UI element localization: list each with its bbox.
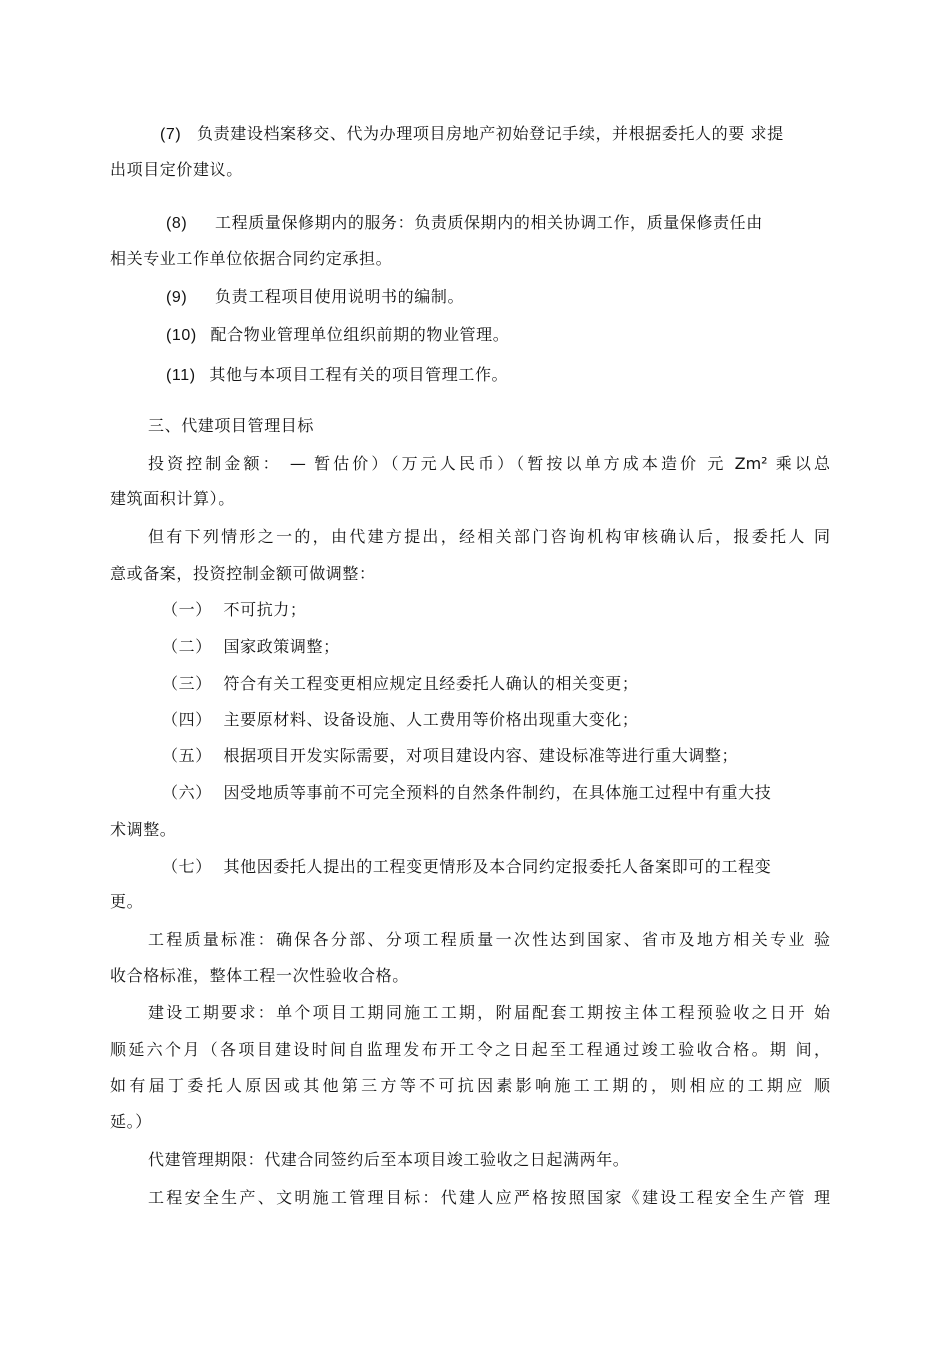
list-item-3 [162, 674, 639, 694]
list-item-6-line-1 [162, 783, 771, 803]
paragraph-text: 工程质量保修期内的服务：负责质保期内的相关协调工作，质量保修责任由 [215, 213, 763, 232]
paragraph-text: 根据项目开发实际需要，对项目建设内容、建设标准等进行重大调整； [223, 746, 739, 765]
paragraph-line: 意或备案，投资控制金额可做调整： [110, 564, 376, 583]
list-item-4 [162, 710, 639, 730]
paragraph-text: 因受地质等事前不可完全预料的自然条件制约，在具体施工过程中有重大技 [223, 783, 772, 802]
paragraph-line: 收合格标准，整体工程一次性验收合格。 [110, 966, 409, 985]
paragraph-text: 配合物业管理单位组织前期的物业管理。 [210, 325, 510, 344]
paragraph-line: 代建管理期限：代建合同签约后至本项目竣工验收之日起满两年。 [148, 1150, 630, 1169]
list-marker: （五） [162, 746, 212, 765]
section-heading: 三、代建项目管理目标 [148, 416, 315, 435]
list-marker: （七） [162, 857, 212, 876]
paragraph-line: 投资控制金额： — 暂估价）（万元人民币）（暂按以单方成本造价 元 Zm² 乘以总 [148, 454, 830, 473]
list-marker: (7) [160, 126, 182, 143]
paragraph-line: 更。 [110, 892, 144, 911]
paragraph-line: 如有届丁委托人原因或其他第三方等不可抗因素影响施工工期的，则相应的工期应 顺 [110, 1076, 830, 1095]
list-marker: (9) [166, 289, 188, 306]
paragraph-line: 建设工期要求：单个项目工期同施工工期，附届配套工期按主体工程预验收之日开 始 [148, 1003, 830, 1022]
paragraph-text: 不可抗力； [223, 600, 307, 619]
list-marker: (8) [166, 215, 188, 232]
list-item-7-line-1 [160, 124, 784, 145]
list-item-11 [166, 365, 508, 386]
paragraph-line: 出项目定价建议。 [110, 160, 243, 179]
list-item-10 [166, 325, 509, 346]
list-marker: （一） [162, 600, 212, 619]
list-item-7b-line-1 [162, 857, 771, 877]
list-marker: （二） [162, 637, 212, 656]
paragraph-text: 其他与本项目工程有关的项目管理工作。 [209, 365, 509, 384]
paragraph-line: 工程质量标准：确保各分部、分项工程质量一次性达到国家、省市及地方相关专业 验 [148, 930, 830, 949]
paragraph-text: 其他因委托人提出的工程变更情形及本合同约定报委托人备案即可的工程变 [223, 857, 772, 876]
paragraph-text: 符合有关工程变更相应规定且经委托人确认的相关变更； [223, 674, 639, 693]
paragraph-text: 主要原材料、设备设施、人工费用等价格出现重大变化； [223, 710, 639, 729]
list-marker: (10) [166, 327, 197, 344]
list-marker: （三） [162, 674, 212, 693]
list-marker: （四） [162, 710, 212, 729]
paragraph-line: 延。） [110, 1112, 152, 1131]
list-item-1 [162, 600, 307, 620]
list-item-5 [162, 746, 738, 766]
paragraph-text: 负责建设档案移交、代为办理项目房地产初始登记手续，并根据委托人的要 求提 [197, 124, 784, 143]
paragraph-line: 术调整。 [110, 820, 177, 839]
list-marker: (11) [166, 367, 196, 384]
list-item-8-line-1 [166, 213, 763, 234]
paragraph-line: 顺延六个月（各项目建设时间自监理发布开工令之日起至工程通过竣工验收合格。期 间， [110, 1040, 830, 1059]
paragraph-line: 工程安全生产、文明施工管理目标：代建人应严格按照国家《建设工程安全生产管 理 [148, 1188, 830, 1207]
paragraph-text: 负责工程项目使用说明书的编制。 [215, 287, 465, 306]
paragraph-line: 但有下列情形之一的，由代建方提出，经相关部门咨询机构审核确认后，报委托人 同 [148, 527, 830, 546]
paragraph-line: 建筑面积计算）。 [110, 489, 235, 508]
list-item-2 [162, 637, 340, 657]
paragraph-text: 国家政策调整； [223, 637, 340, 656]
list-item-9 [166, 287, 464, 308]
list-marker: （六） [162, 783, 212, 802]
paragraph-line: 相关专业工作单位依据合同约定承担。 [110, 249, 393, 268]
